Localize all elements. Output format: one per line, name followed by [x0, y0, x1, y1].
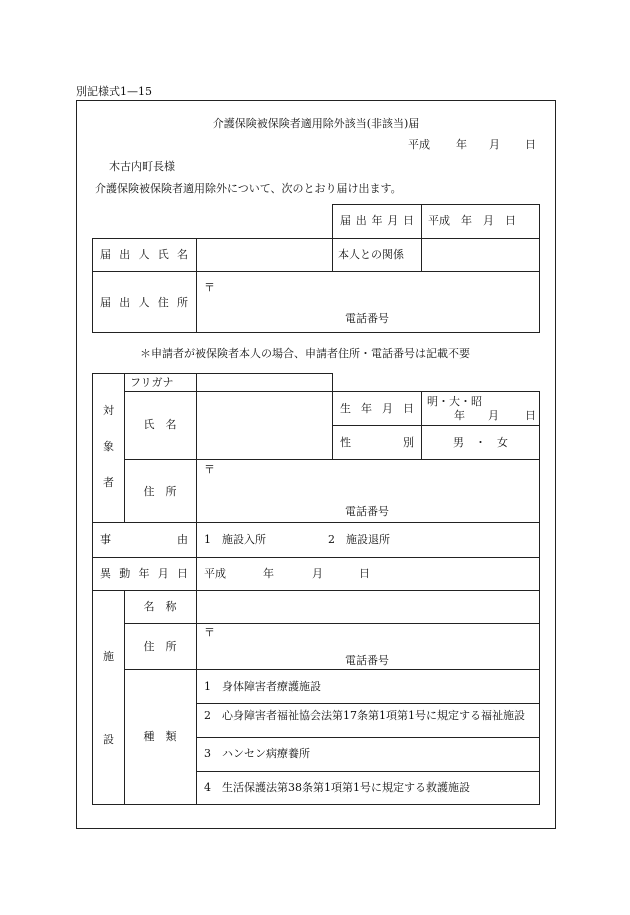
- facility-type-1[interactable]: 1 身体障害者療護施設: [204, 680, 321, 693]
- subject-address-label: 住 所: [143, 485, 177, 498]
- birth-day: 日: [525, 409, 536, 422]
- notifier-name-label: 届出人氏名: [100, 248, 188, 261]
- facility-address-label: 住 所: [143, 640, 177, 653]
- relation-field[interactable]: [423, 240, 537, 270]
- facility-type-2[interactable]: 2 心身障害者福祉協会法第17条第1項第1号に規定する福祉施設: [204, 709, 525, 722]
- subject-address-field[interactable]: [198, 461, 538, 521]
- birth-label: 生年月日: [340, 402, 414, 415]
- furigana-field[interactable]: [198, 374, 331, 390]
- notifier-phone-label: 電話番号: [345, 312, 389, 325]
- subject-side-label-1: 対: [103, 404, 114, 417]
- date-year: 年: [456, 138, 467, 151]
- facility-phone-label: 電話番号: [345, 654, 389, 667]
- facility-type-label: 種 類: [143, 730, 177, 743]
- change-date-label: 異動年月日: [100, 567, 188, 580]
- facility-type-3[interactable]: 3 ハンセン病療養所: [204, 747, 310, 760]
- facility-address-field[interactable]: [198, 625, 538, 668]
- addressee: 木古内町長様: [109, 160, 175, 173]
- sex-options[interactable]: 男 ・ 女: [453, 436, 508, 449]
- facility-type-4[interactable]: 4 生活保護法第38条第1項第1号に規定する救護施設: [204, 781, 470, 794]
- subject-phone-label: 電話番号: [345, 505, 389, 518]
- reason-option-1[interactable]: 1 施設入所: [204, 533, 266, 546]
- form-title: 介護保険被保険者適用除外該当(非該当)届: [212, 117, 420, 130]
- date-day: 日: [525, 138, 536, 151]
- facility-side-label-1: 施: [103, 650, 114, 663]
- facility-name-field[interactable]: [198, 592, 538, 622]
- change-date-month: 月: [312, 567, 323, 580]
- change-date-day: 日: [359, 567, 370, 580]
- subject-side-label-3: 者: [103, 476, 114, 489]
- notify-date-value[interactable]: 平成 年 月 日: [428, 214, 516, 227]
- intro-text: 介護保険被保険者適用除外について、次のとおり届け出ます。: [95, 182, 402, 195]
- notify-date-label: 届出年月日: [340, 214, 414, 227]
- birth-year: 年: [454, 409, 465, 422]
- facility-side-label-2: 設: [103, 733, 114, 746]
- form-code: 別記様式1—15: [76, 85, 152, 98]
- birth-eras[interactable]: 明・大・昭: [427, 395, 482, 408]
- facility-name-label: 名 称: [143, 600, 177, 613]
- change-date-year: 年: [263, 567, 274, 580]
- subject-name-field[interactable]: [198, 393, 331, 458]
- relation-label: 本人との関係: [338, 248, 404, 261]
- furigana-label: フリガナ: [130, 376, 174, 389]
- notifier-name-field[interactable]: [198, 240, 330, 270]
- reason-label: 事由: [100, 533, 188, 546]
- birth-month: 月: [488, 409, 499, 422]
- date-month: 月: [489, 138, 500, 151]
- postal-mark: 〒: [204, 281, 215, 294]
- change-date-field[interactable]: [198, 559, 538, 589]
- notifier-address-field[interactable]: [198, 273, 538, 331]
- change-date-era: 平成: [204, 567, 226, 580]
- note-text: ＊申請者が被保険者本人の場合、申請者住所・電話番号は記載不要: [140, 347, 470, 360]
- notifier-address-label: 届出人住所: [100, 296, 188, 309]
- facility-postal-mark: 〒: [204, 626, 215, 639]
- date-era: 平成: [408, 138, 430, 151]
- sex-label: 性別: [340, 436, 414, 449]
- subject-side-label-2: 象: [103, 440, 114, 453]
- reason-option-2[interactable]: 2 施設退所: [328, 533, 390, 546]
- subject-postal-mark: 〒: [204, 463, 215, 476]
- subject-name-label: 氏 名: [143, 418, 177, 431]
